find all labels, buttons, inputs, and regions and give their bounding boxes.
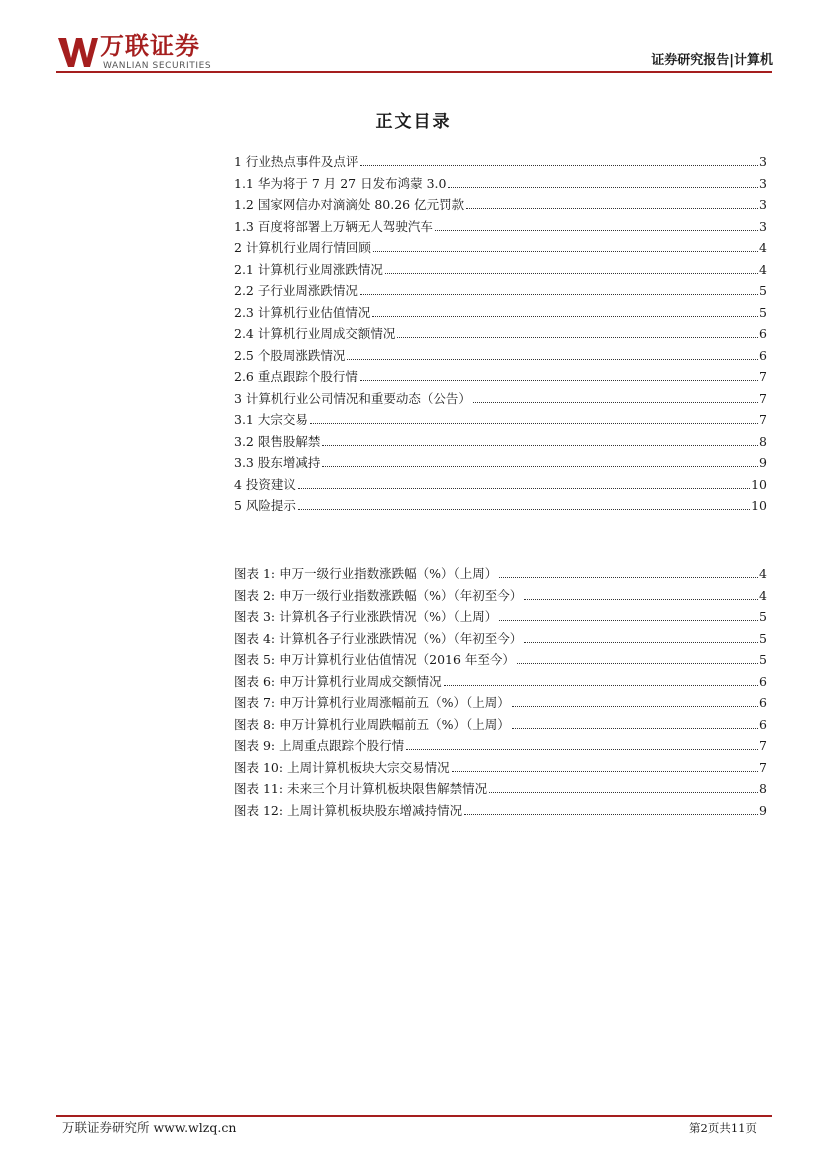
dot-leader <box>524 641 758 643</box>
toc-entry[interactable] <box>234 259 767 281</box>
figure-entry-label: 图表 11: 未来三个月计算机板块限售解禁情况 <box>234 781 488 796</box>
toc-entry-label: 1 行业热点事件及点评 <box>234 154 359 169</box>
toc-entry-label: 2.4 计算机行业周成交额情况 <box>234 326 396 341</box>
report-type-label: 证券研究报告|计算机 <box>651 53 773 68</box>
logo-chinese-name: 万联证券 <box>100 32 200 60</box>
toc-entry-label: 2.3 计算机行业估值情况 <box>234 304 371 320</box>
dot-leader <box>385 272 758 274</box>
toc-entry[interactable] <box>234 237 767 259</box>
figure-entry-label: 图表 8: 申万计算机行业周跌幅前五（%）（上周） <box>234 716 510 732</box>
dot-leader <box>466 207 758 209</box>
dot-leader <box>517 662 758 664</box>
toc-entry-page: 7 <box>759 390 767 406</box>
toc-entry-page: 4 <box>759 240 767 255</box>
figure-entry-page: 5 <box>759 630 767 646</box>
toc-entry[interactable] <box>234 151 767 173</box>
dot-leader <box>452 770 758 772</box>
dot-leader <box>524 598 758 600</box>
toc-entry-label: 2.5 个股周涨跌情况 <box>234 347 346 363</box>
toc-entry-page: 6 <box>759 347 767 363</box>
figure-entry-page: 8 <box>759 781 767 796</box>
toc-entry[interactable] <box>234 409 767 431</box>
page-header <box>0 0 827 80</box>
toc-entry-label: 3.3 股东增减持 <box>234 455 321 470</box>
figure-entry[interactable] <box>234 563 767 585</box>
wanlian-logo-icon <box>58 36 98 68</box>
figure-entry-page: 7 <box>759 738 767 753</box>
dot-leader <box>298 487 750 489</box>
figure-entry-page: 7 <box>759 759 767 775</box>
toc-entry-label: 5 风险提示 <box>234 498 296 513</box>
dot-leader <box>322 465 758 467</box>
figure-entry[interactable] <box>234 757 767 779</box>
figure-entry-label: 图表 6: 申万计算机行业周成交额情况 <box>234 673 442 689</box>
toc-entry-page: 8 <box>759 433 767 449</box>
toc-entry-page: 7 <box>759 369 767 384</box>
toc-entry-label: 1.2 国家网信办对滴滴处 80.26 亿元罚款 <box>234 197 465 212</box>
header-divider <box>56 71 772 73</box>
figure-entry-label: 图表 3: 计算机各子行业涨跌情况（%）（上周） <box>234 609 498 624</box>
dot-leader <box>406 748 758 750</box>
figure-entry-page: 6 <box>759 673 767 689</box>
dot-leader <box>360 293 758 295</box>
toc-entry[interactable] <box>234 216 767 238</box>
toc-entry[interactable] <box>234 345 767 367</box>
dot-leader <box>310 422 758 424</box>
toc-entry[interactable] <box>234 194 767 216</box>
dot-leader <box>397 336 758 338</box>
dot-leader <box>473 401 758 403</box>
footer-divider <box>56 1115 772 1117</box>
toc-entry-page: 3 <box>759 218 767 234</box>
toc-entry[interactable] <box>234 302 767 324</box>
toc-entry-label: 1.3 百度将部署上万辆无人驾驶汽车 <box>234 218 433 234</box>
figure-entry-label: 图表 7: 申万计算机行业周涨幅前五（%）（上周） <box>234 695 510 710</box>
dot-leader <box>372 315 758 317</box>
toc-entry-page: 6 <box>759 326 767 341</box>
figure-entry-label: 图表 1: 申万一级行业指数涨跌幅（%）（上周） <box>234 566 498 581</box>
toc-entry-page: 3 <box>759 175 767 191</box>
dot-leader <box>298 508 750 510</box>
figure-entry[interactable] <box>234 628 767 650</box>
figure-entry[interactable] <box>234 692 767 714</box>
figure-entry-label: 图表 4: 计算机各子行业涨跌情况（%）（年初至今） <box>234 630 523 646</box>
dot-leader <box>435 229 758 231</box>
dot-leader <box>499 619 758 621</box>
dot-leader <box>448 186 758 188</box>
toc-entry[interactable] <box>234 474 767 496</box>
toc-entry[interactable] <box>234 431 767 453</box>
dot-leader <box>347 358 758 360</box>
dot-leader <box>444 684 758 686</box>
dot-leader <box>512 727 758 729</box>
dot-leader <box>360 164 758 166</box>
figure-entry-page: 5 <box>759 652 767 667</box>
dot-leader <box>373 250 758 252</box>
figure-entry[interactable] <box>234 649 767 671</box>
figure-entry[interactable] <box>234 778 767 800</box>
figure-entry-label: 图表 5: 申万计算机行业估值情况（2016 年至今） <box>234 652 515 667</box>
toc-entry[interactable] <box>234 388 767 410</box>
toc-entry[interactable] <box>234 280 767 302</box>
dot-leader <box>499 576 758 578</box>
figure-entry[interactable] <box>234 800 767 822</box>
figure-list <box>234 563 767 821</box>
toc-entry-page: 5 <box>759 283 767 298</box>
toc-entry-label: 4 投资建议 <box>234 476 296 492</box>
figure-entry[interactable] <box>234 585 767 607</box>
toc-entry-label: 3 计算机行业公司情况和重要动态（公告） <box>234 390 471 406</box>
footer-page-number: 第2页共11页 <box>689 1121 757 1135</box>
figure-entry[interactable] <box>234 671 767 693</box>
toc-entry-label: 2.6 重点跟踪个股行情 <box>234 369 358 384</box>
figure-entry-page: 5 <box>759 609 767 624</box>
logo-english-name: WANLIAN SECURITIES <box>103 61 212 71</box>
figure-entry-page: 6 <box>759 716 767 732</box>
figure-entry-page: 9 <box>759 802 767 818</box>
toc-entry[interactable] <box>234 173 767 195</box>
toc-entry-page: 4 <box>759 261 767 277</box>
figure-entry-label: 图表 12: 上周计算机板块股东增减持情况 <box>234 802 463 818</box>
figure-entry-label: 图表 9: 上周重点跟踪个股行情 <box>234 738 405 753</box>
table-of-contents <box>234 151 767 517</box>
toc-entry-label: 3.2 限售股解禁 <box>234 433 321 449</box>
toc-entry[interactable] <box>234 366 767 388</box>
dot-leader <box>489 791 758 793</box>
toc-entry-label: 1.1 华为将于 7 月 27 日发布鸿蒙 3.0 <box>234 175 447 191</box>
figure-entry-page: 4 <box>759 566 767 581</box>
toc-entry-page: 9 <box>759 455 767 470</box>
toc-entry-page: 3 <box>759 197 767 212</box>
dot-leader <box>360 379 758 381</box>
dot-leader <box>322 444 758 446</box>
footer-institute: 万联证券研究所 www.wlzq.cn <box>62 1120 237 1135</box>
figure-entry-label: 图表 10: 上周计算机板块大宗交易情况 <box>234 759 450 775</box>
dot-leader <box>464 813 758 815</box>
toc-entry[interactable] <box>234 452 767 474</box>
toc-entry[interactable] <box>234 495 767 517</box>
toc-entry-page: 3 <box>759 154 767 169</box>
toc-title: 正文目录 <box>375 112 452 132</box>
toc-entry-page: 10 <box>751 498 767 513</box>
toc-entry[interactable] <box>234 323 767 345</box>
dot-leader <box>512 705 758 707</box>
figure-entry-page: 6 <box>759 695 767 710</box>
toc-entry-label: 2.2 子行业周涨跌情况 <box>234 283 358 298</box>
toc-entry-page: 10 <box>751 476 767 492</box>
toc-entry-label: 3.1 大宗交易 <box>234 412 308 427</box>
toc-entry-page: 5 <box>759 304 767 320</box>
toc-entry-page: 7 <box>759 412 767 427</box>
figure-entry[interactable] <box>234 714 767 736</box>
figure-entry-page: 4 <box>759 587 767 603</box>
figure-entry[interactable] <box>234 735 767 757</box>
toc-entry-label: 2 计算机行业周行情回顾 <box>234 240 371 255</box>
figure-entry-label: 图表 2: 申万一级行业指数涨跌幅（%）（年初至今） <box>234 587 523 603</box>
toc-entry-label: 2.1 计算机行业周涨跌情况 <box>234 261 383 277</box>
figure-entry[interactable] <box>234 606 767 628</box>
